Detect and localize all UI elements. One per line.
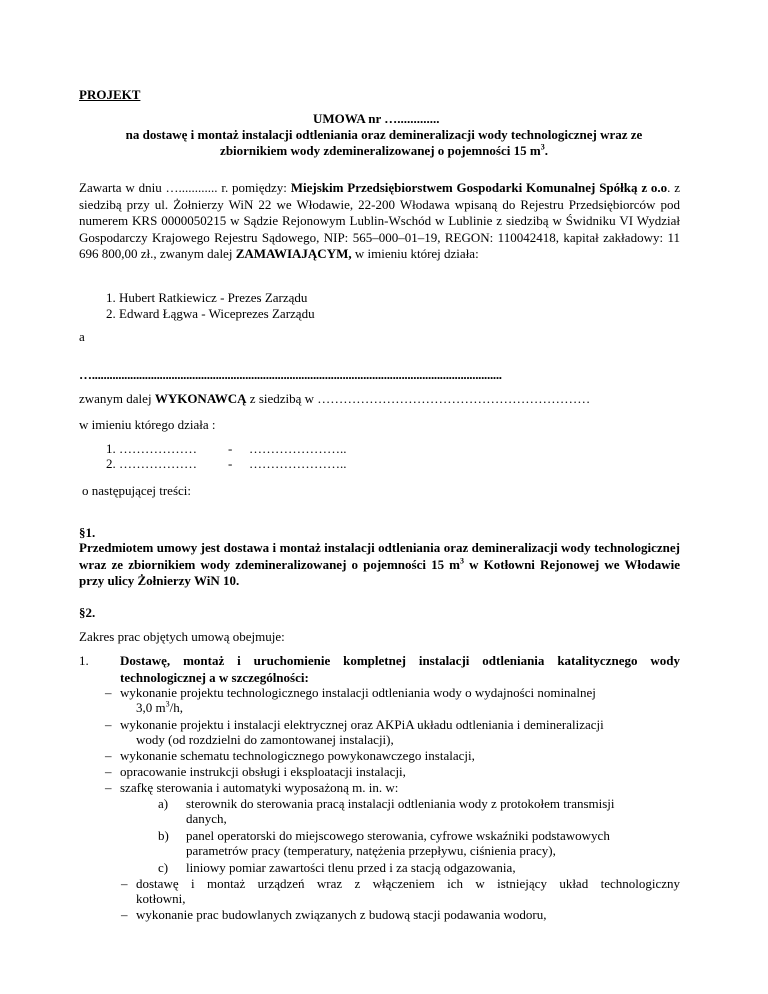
bullet-construction: – wykonanie prac budowlanych związanych z budową stacji podawania wodoru, (136, 907, 546, 923)
blank-rep-1-val: ………………….. (249, 441, 347, 456)
on-behalf-line: w imieniu którego działa : (79, 417, 216, 432)
bullet-manual: – opracowanie instrukcji obsługi i eksploatacji instalacji, (120, 764, 406, 780)
sub-c-label: c) (158, 860, 169, 875)
contractor-dots-line: …........................................................................................................................................... (79, 367, 502, 382)
content-follows-line: o następującej treści: (82, 483, 192, 498)
item-1-number: 1. (79, 653, 89, 668)
sub-c-text: liniowy pomiar zawartości tlenu przed i za stacją odgazowania, (186, 860, 516, 875)
blank-rep-2-num: 2. ……………… (106, 456, 197, 471)
bullet-project-tech: – wykonanie projektu technologicznego instalacji odtleniania wody o wydajności nominalnej (120, 685, 596, 701)
bullet-project-electric: – wykonanie projektu i instalacji elektrycznej oraz AKPiA układu odtleniania i demineralizacji (120, 717, 604, 733)
company-name: Miejskim Przedsiębiorstwem Gospodarki Komunalnej Spółką z o.o (290, 180, 668, 195)
scope-intro: Zakres prac objętych umową obejmuje: (79, 629, 285, 644)
contract-title: UMOWA nr …............. (313, 111, 440, 126)
bullet-project-electric-cont: wody (od rozdzielni do zamontowanej instalacji), (136, 732, 394, 747)
intro-paragraph: Zawarta w dniu …............ r. pomiędzy: Miejskim Przedsiębiorstwem Gospodarki Komunalnej Spółką z o.o. z siedzibą przy ul. Żołnierzy WiN 22 we Włodawie, 22-200 Włodawa wpisaną do Rejestru Przedsiębiorców pod numerem KRS 0000050215 w Sądzie Rejonowym Lublin-Wschód w Lublinie z siedzibą w Świdniku VI Wydział Gospodarczy Krajowego Rejestru Sądowego, NIP: 565–000–01–19, REGON: 110042418, kapitał zakładowy: 11 696 800,00 zł., zwanym dalej ZAMAWIAJĄCYM, w imieniu której działa: (79, 180, 681, 261)
bullet-install-devices-cont: kotłowni, (136, 891, 186, 906)
bullet-project-tech-cont: 3,0 $m^3/h$, (136, 699, 183, 715)
contract-subject-line2: zbiornikiem wody zdemineralizowanej o pojemności 15 $m^3$. (220, 142, 548, 158)
contractor-line: zwanym dalej WYKONAWCĄ z siedzibą w ……………………………………………………… (79, 391, 591, 406)
sub-a-text-cont: danych, (186, 811, 227, 826)
sub-b-label: b) (158, 828, 169, 843)
project-label: PROJEKT (79, 87, 141, 102)
blank-rep-1-sep: - (228, 441, 233, 456)
section-1-heading: §1. (79, 525, 96, 540)
section-2-heading: §2. (79, 605, 96, 620)
sub-b-text-cont: parametrów pracy (temperatury, natężenia przepływu, ciśnienia pracy), (186, 843, 556, 858)
representative-2: 2. Edward Łągwa - Wiceprezes Zarządu (106, 306, 315, 321)
blank-rep-1-num: 1. ……………… (106, 441, 197, 456)
and-conjunction: a (79, 329, 85, 344)
blank-rep-2-val: ………………….. (249, 456, 347, 471)
blank-rep-2-sep: - (228, 456, 233, 471)
section-1-text: Przedmiotem umowy jest dostawa i montaż instalacji odtleniania oraz demineralizacji wody technologicznej wraz ze zbiornikiem wody zdemineralizowanej o pojemności 15 $m^3$ w Kotłowni Rejonowej we Włodawie przy ulicy Żołnierzy WiN 10. (79, 540, 680, 588)
bullet-schema: – wykonanie schematu technologicznego powykonawczego instalacji, (120, 748, 475, 764)
sub-b-text: panel operatorski do miejscowego sterowania, cyfrowe wskaźniki podstawowych (186, 828, 610, 843)
sub-a-label: a) (158, 796, 169, 811)
contract-subject-line1: na dostawę i montaż instalacji odtleniania oraz demineralizacji wody technologicznej wraz ze (125, 127, 643, 142)
bullet-control-cabinet: – szafkę sterowania i automatyki wyposażoną m. in. w: (120, 780, 398, 796)
contractor-role: WYKONAWCĄ (154, 391, 247, 406)
bullet-install-devices: – dostawę i montaż urządzeń wraz z włączeniem ich w istniejący układ technologiczny (136, 876, 680, 892)
buyer-role: ZAMAWIAJĄCYM, (235, 246, 352, 261)
item-1-title: Dostawę, montaż i uruchomienie kompletnej instalacji odtleniania katalitycznego wody technologicznej a w szczególności: (120, 653, 680, 685)
sub-a-text: sterownik do sterowania pracą instalacji odtleniania wody z protokołem transmisji (186, 796, 615, 811)
representative-1: 1. Hubert Ratkiewicz - Prezes Zarządu (106, 290, 308, 305)
